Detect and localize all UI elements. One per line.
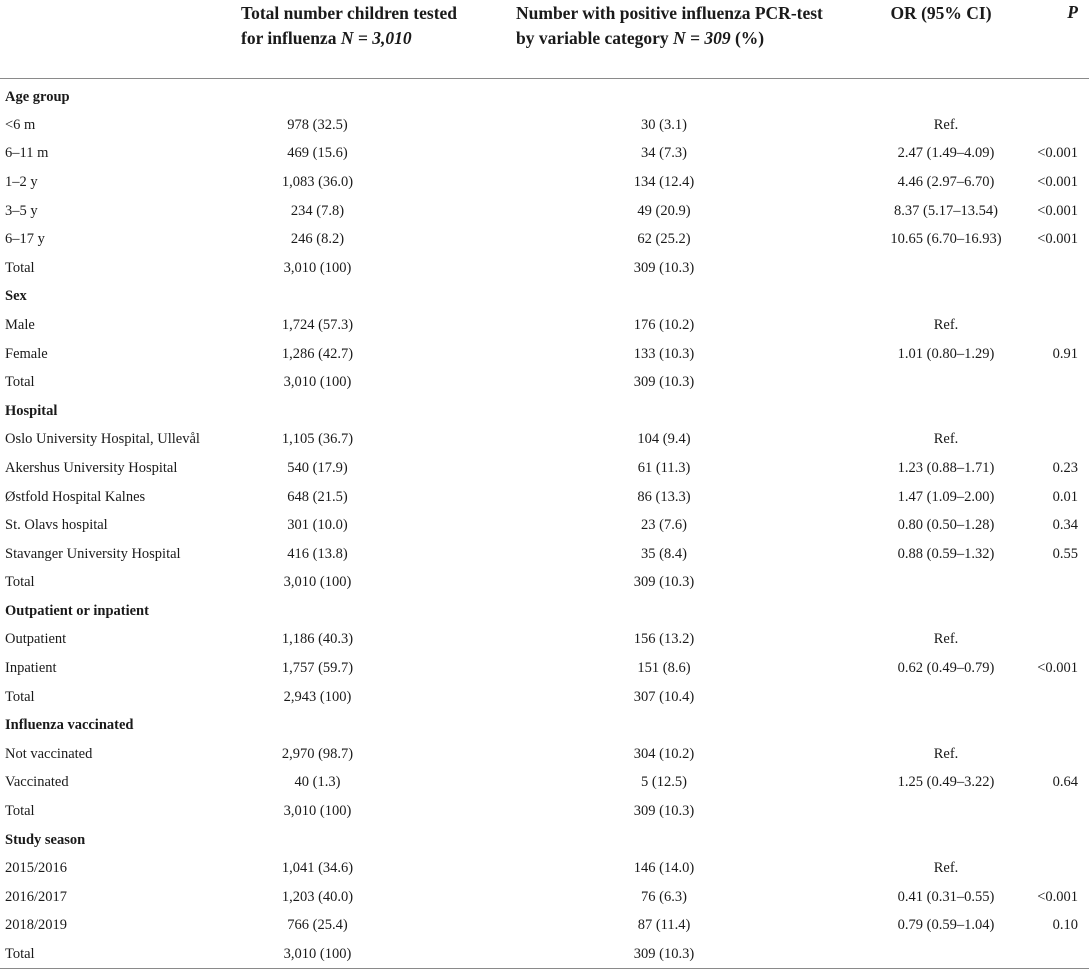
cell-positive-count: 309 (10.3)	[633, 259, 695, 276]
section-header-row	[0, 597, 1089, 626]
header-total-tested	[229, 0, 506, 78]
cell-p-value	[1010, 111, 1089, 140]
cell-positive-count: 309 (10.3)	[633, 374, 695, 391]
cell-total-tested: 40 (1.3)	[294, 774, 341, 791]
cell-odds-ratio: 1.23 (0.88–1.71)	[897, 459, 995, 476]
header-total-line1: Total number children tested	[241, 3, 458, 23]
cell-positive-count: 133 (10.3)	[633, 345, 695, 362]
header-positive-suffix: (%)	[730, 28, 765, 48]
cell-total-tested: 1,286 (42.7)	[281, 345, 354, 362]
row-label: Inpatient	[5, 660, 57, 677]
cell-positive-count: 87 (11.4)	[637, 917, 691, 934]
row-label: Vaccinated	[5, 774, 69, 791]
row-label: Stavanger University Hospital	[5, 545, 181, 562]
table-row	[0, 569, 1089, 598]
cell-odds-ratio	[872, 940, 1010, 969]
row-label: Outpatient	[5, 631, 67, 648]
table-row	[0, 626, 1089, 655]
cell-p-value: 0.34	[1052, 517, 1078, 534]
row-label: Total	[5, 803, 35, 820]
cell-total-tested: 246 (8.2)	[290, 231, 345, 248]
cell-positive-count: 76 (6.3)	[641, 888, 687, 905]
table-row	[0, 540, 1089, 569]
table-row	[0, 111, 1089, 140]
header-p-value: P	[1010, 0, 1089, 78]
header-positive-tests	[506, 0, 872, 78]
table-row	[0, 511, 1089, 540]
cell-positive-count: 23 (7.6)	[641, 517, 687, 534]
cell-p-value	[1010, 797, 1089, 826]
cell-total-tested: 978 (32.5)	[287, 116, 348, 133]
cell-p-value: <0.001	[1037, 231, 1078, 248]
row-label: 6–17 y	[5, 231, 45, 248]
row-label: Total	[5, 374, 35, 391]
cell-p-value: <0.001	[1037, 202, 1078, 219]
cell-total-tested: 3,010 (100)	[283, 259, 352, 276]
cell-odds-ratio: 0.62 (0.49–0.79)	[897, 660, 995, 677]
section-label: Influenza vaccinated	[5, 717, 134, 734]
cell-odds-ratio: Ref.	[933, 860, 959, 877]
table-row	[0, 254, 1089, 283]
cell-positive-count: 34 (7.3)	[641, 145, 687, 162]
cell-p-value	[1010, 854, 1089, 883]
cell-p-value	[1010, 368, 1089, 397]
cell-odds-ratio	[872, 569, 1010, 598]
table-row	[0, 797, 1089, 826]
cell-odds-ratio	[872, 683, 1010, 712]
table-row	[0, 769, 1089, 798]
cell-p-value	[1010, 254, 1089, 283]
table-row	[0, 225, 1089, 254]
cell-p-value	[1010, 569, 1089, 598]
table-row	[0, 454, 1089, 483]
row-label: 3–5 y	[5, 202, 38, 219]
row-label: 2018/2019	[5, 917, 68, 934]
cell-odds-ratio: Ref.	[933, 316, 959, 333]
table-row	[0, 683, 1089, 712]
cell-positive-count: 309 (10.3)	[633, 574, 695, 591]
cell-positive-count: 49 (20.9)	[637, 202, 691, 219]
row-label: <6 m	[5, 116, 36, 133]
cell-positive-count: 30 (3.1)	[641, 116, 687, 133]
table-row	[0, 426, 1089, 455]
header-positive-n: N = 309	[672, 28, 731, 48]
cell-odds-ratio: 0.41 (0.31–0.55)	[897, 888, 995, 905]
cell-odds-ratio: 10.65 (6.70–16.93)	[890, 231, 1002, 248]
table-row	[0, 168, 1089, 197]
cell-positive-count: 146 (14.0)	[633, 860, 695, 877]
section-label: Study season	[5, 831, 86, 848]
table-row	[0, 140, 1089, 169]
cell-p-value	[1010, 740, 1089, 769]
table-body	[0, 78, 1089, 969]
cell-odds-ratio: 0.79 (0.59–1.04)	[897, 917, 995, 934]
cell-odds-ratio: Ref.	[933, 745, 959, 762]
cell-odds-ratio: 1.47 (1.09–2.00)	[897, 488, 995, 505]
table-row	[0, 883, 1089, 912]
header-positive-line1: Number with positive influenza PCR-test	[516, 3, 823, 23]
row-label: Male	[5, 316, 35, 333]
cell-total-tested: 3,010 (100)	[283, 574, 352, 591]
cell-p-value: 0.23	[1052, 459, 1078, 476]
cell-total-tested: 1,186 (40.3)	[281, 631, 354, 648]
cell-odds-ratio: 2.47 (1.49–4.09)	[897, 145, 995, 162]
cell-p-value: 0.64	[1052, 774, 1078, 791]
cell-odds-ratio: Ref.	[933, 631, 959, 648]
cell-positive-count: 176 (10.2)	[633, 316, 695, 333]
cell-odds-ratio	[872, 797, 1010, 826]
cell-positive-count: 309 (10.3)	[633, 803, 695, 820]
section-label: Hospital	[5, 402, 58, 419]
cell-positive-count: 62 (25.2)	[637, 231, 691, 248]
cell-total-tested: 234 (7.8)	[290, 202, 345, 219]
row-label: St. Olavs hospital	[5, 517, 108, 534]
cell-odds-ratio: 1.01 (0.80–1.29)	[897, 345, 995, 362]
row-label: Total	[5, 259, 35, 276]
section-label: Age group	[5, 88, 70, 105]
cell-odds-ratio: Ref.	[933, 431, 959, 448]
cell-p-value: <0.001	[1037, 888, 1078, 905]
section-label: Sex	[5, 288, 27, 305]
table-row	[0, 483, 1089, 512]
table-row	[0, 912, 1089, 941]
cell-total-tested: 766 (25.4)	[287, 917, 348, 934]
table-row	[0, 340, 1089, 369]
row-label: Not vaccinated	[5, 745, 93, 762]
table-row	[0, 940, 1089, 969]
header-total-line2: for influenza	[241, 28, 341, 48]
section-header-row	[0, 78, 1089, 111]
row-label: Female	[5, 345, 48, 362]
row-label: Østfold Hospital Kalnes	[5, 488, 146, 505]
cell-p-value: <0.001	[1037, 145, 1078, 162]
cell-total-tested: 3,010 (100)	[283, 374, 352, 391]
row-label: 1–2 y	[5, 173, 38, 190]
cell-total-tested: 648 (21.5)	[287, 488, 348, 505]
cell-positive-count: 134 (12.4)	[633, 173, 695, 190]
cell-total-tested: 2,943 (100)	[283, 688, 352, 705]
cell-p-value: 0.10	[1052, 917, 1078, 934]
cell-odds-ratio	[872, 254, 1010, 283]
cell-p-value	[1010, 683, 1089, 712]
cell-odds-ratio	[872, 368, 1010, 397]
header-row	[0, 0, 1089, 78]
cell-p-value	[1010, 626, 1089, 655]
cell-positive-count: 61 (11.3)	[637, 459, 691, 476]
cell-odds-ratio: 4.46 (2.97–6.70)	[897, 173, 995, 190]
cell-odds-ratio: 0.80 (0.50–1.28)	[897, 517, 995, 534]
cell-odds-ratio: 8.37 (5.17–13.54)	[894, 202, 998, 219]
section-header-row	[0, 711, 1089, 740]
cell-positive-count: 307 (10.4)	[633, 688, 695, 705]
header-empty-cell	[0, 0, 229, 78]
table-header	[0, 0, 1089, 78]
cell-total-tested: 1,083 (36.0)	[281, 173, 354, 190]
cell-total-tested: 1,757 (59.7)	[281, 660, 354, 677]
row-label: Total	[5, 945, 35, 962]
cell-total-tested: 1,041 (34.6)	[281, 860, 354, 877]
cell-p-value	[1010, 311, 1089, 340]
cell-p-value: 0.91	[1052, 345, 1078, 362]
cell-total-tested: 3,010 (100)	[283, 803, 352, 820]
cell-positive-count: 309 (10.3)	[633, 945, 695, 962]
row-label: 6–11 m	[5, 145, 49, 162]
cell-positive-count: 151 (8.6)	[637, 660, 691, 677]
row-label: Total	[5, 688, 35, 705]
cell-total-tested: 3,010 (100)	[283, 945, 352, 962]
cell-positive-count: 35 (8.4)	[641, 545, 687, 562]
section-header-row	[0, 826, 1089, 855]
cell-total-tested: 416 (13.8)	[287, 545, 348, 562]
cell-total-tested: 1,724 (57.3)	[281, 316, 354, 333]
cell-positive-count: 104 (9.4)	[637, 431, 691, 448]
cell-positive-count: 304 (10.2)	[633, 745, 695, 762]
cell-p-value: 0.01	[1052, 488, 1078, 505]
row-label: 2016/2017	[5, 888, 68, 905]
row-label: Oslo University Hospital, Ullevål	[5, 431, 200, 448]
table-row	[0, 197, 1089, 226]
cell-p-value: <0.001	[1037, 660, 1078, 677]
header-total-n: N = 3,010	[340, 28, 412, 48]
cell-total-tested: 1,105 (36.7)	[281, 431, 354, 448]
cell-odds-ratio: 0.88 (0.59–1.32)	[897, 545, 995, 562]
cell-total-tested: 540 (17.9)	[287, 459, 348, 476]
section-header-row	[0, 397, 1089, 426]
cell-total-tested: 301 (10.0)	[287, 517, 348, 534]
cell-total-tested: 1,203 (40.0)	[281, 888, 354, 905]
row-label: Total	[5, 574, 35, 591]
section-header-row	[0, 283, 1089, 312]
cell-positive-count: 5 (12.5)	[641, 774, 687, 791]
table-row	[0, 740, 1089, 769]
cell-p-value: 0.55	[1052, 545, 1078, 562]
cell-total-tested: 2,970 (98.7)	[281, 745, 354, 762]
cell-positive-count: 86 (13.3)	[637, 488, 691, 505]
table-row	[0, 311, 1089, 340]
table-row	[0, 654, 1089, 683]
table-row	[0, 854, 1089, 883]
header-positive-line2: by variable category	[516, 28, 673, 48]
cell-p-value	[1010, 426, 1089, 455]
cell-p-value	[1010, 940, 1089, 969]
row-label: Akershus University Hospital	[5, 459, 178, 476]
cell-positive-count: 156 (13.2)	[633, 631, 695, 648]
table-row	[0, 368, 1089, 397]
cell-odds-ratio: 1.25 (0.49–3.22)	[897, 774, 995, 791]
cell-p-value: <0.001	[1037, 173, 1078, 190]
section-label: Outpatient or inpatient	[5, 602, 149, 619]
header-odds-ratio: OR (95% CI)	[872, 0, 1010, 78]
cell-odds-ratio: Ref.	[933, 116, 959, 133]
row-label: 2015/2016	[5, 860, 68, 877]
cell-total-tested: 469 (15.6)	[287, 145, 348, 162]
